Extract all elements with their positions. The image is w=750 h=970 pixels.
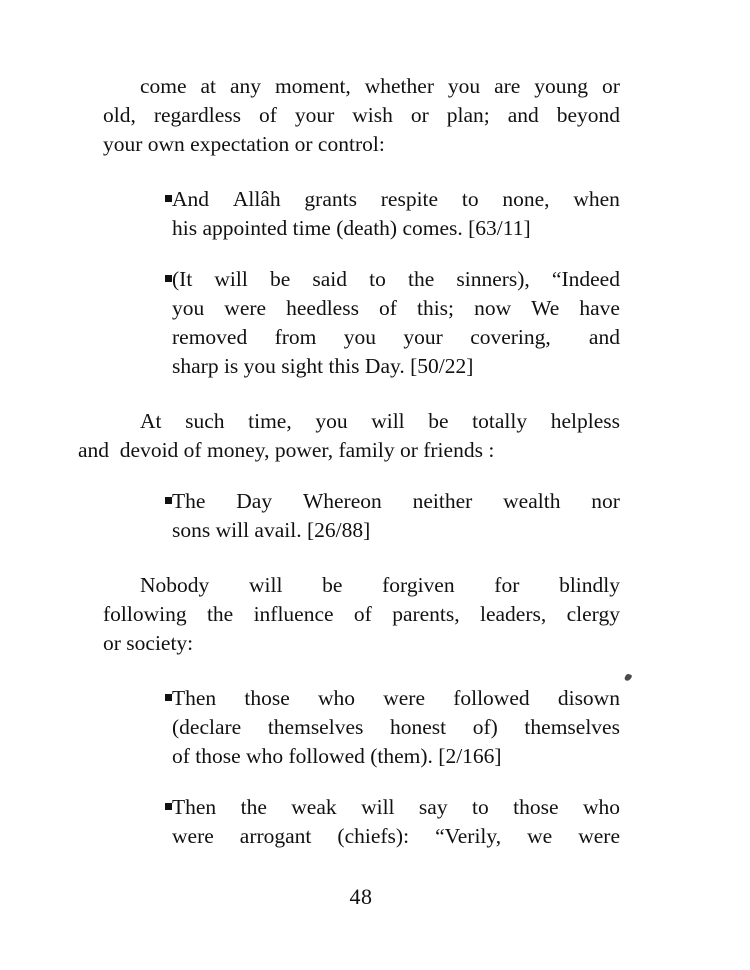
word: now [474, 296, 512, 320]
word: following [103, 602, 187, 626]
text-line [172, 294, 620, 323]
word: We [531, 296, 560, 320]
block-spacer [103, 465, 620, 487]
word: At [140, 409, 162, 433]
word: heedless [286, 296, 359, 320]
word: at [200, 74, 217, 98]
block-spacer [103, 545, 620, 571]
word: sinners), [456, 267, 530, 291]
block-spacer [103, 159, 620, 185]
word: when [573, 187, 620, 211]
word: respite [380, 187, 439, 211]
word: of [258, 103, 277, 127]
square-bullet-icon [165, 275, 172, 282]
text-line [78, 436, 620, 465]
word: plan; [446, 103, 490, 127]
word: Allâh [232, 187, 281, 211]
text-line [103, 600, 620, 629]
word: or society: [103, 631, 194, 655]
paragraph-nobody-will-be-forgiven [103, 571, 620, 658]
text-line [172, 352, 620, 381]
text-line [172, 793, 620, 822]
word: were [224, 296, 267, 320]
word: wish [352, 103, 393, 127]
word: and [507, 103, 539, 127]
word: regardless [153, 103, 241, 127]
word: the [206, 602, 234, 626]
word: Then [172, 795, 217, 819]
word: Nobody [140, 573, 210, 597]
text-line [103, 130, 620, 159]
block-spacer [103, 243, 620, 265]
word: his appointed time (death) comes. [63/11] [172, 216, 531, 240]
text-line [103, 571, 620, 600]
word: beyond [556, 103, 620, 127]
word: Whereon [302, 489, 382, 513]
text-line [103, 629, 620, 658]
word: to [369, 267, 386, 291]
word: none, [502, 187, 550, 211]
word: neither [412, 489, 473, 513]
text-line [172, 214, 620, 243]
quotation-26-88 [103, 487, 620, 545]
quotation-63-11 [103, 185, 620, 243]
text-line [172, 684, 620, 713]
word: covering, [470, 325, 551, 349]
word: or [410, 103, 429, 127]
text-line [103, 101, 620, 130]
word: themselves [267, 715, 364, 739]
word: we [527, 824, 553, 848]
word: you [343, 325, 377, 349]
word: your own expectation or control: [103, 132, 385, 156]
word: “Verily, [435, 824, 502, 848]
word: and devoid of money, power, family or friends : [78, 438, 495, 462]
word: whether [364, 74, 434, 98]
page-number: 48 [349, 884, 373, 909]
word: or [601, 74, 620, 98]
square-bullet-icon [165, 803, 172, 810]
word: say [418, 795, 448, 819]
word: said [312, 267, 348, 291]
word: arrogant [239, 824, 312, 848]
word: will [361, 795, 395, 819]
quotation-weak-will-say [103, 793, 620, 851]
text-line [172, 516, 620, 545]
word: Day [236, 489, 273, 513]
word: this; [416, 296, 455, 320]
text-line [172, 742, 620, 771]
word: the [240, 795, 267, 819]
text-line [172, 265, 620, 294]
text-line [172, 185, 620, 214]
word: you [172, 296, 205, 320]
square-bullet-icon [165, 694, 172, 701]
word: are [494, 74, 521, 98]
word: of [353, 602, 372, 626]
word: helpless [550, 409, 620, 433]
word: were [172, 824, 214, 848]
text-line [172, 822, 620, 851]
block-spacer [103, 658, 620, 684]
word: those [244, 686, 290, 710]
text-line [172, 713, 620, 742]
word: (declare [172, 715, 242, 739]
word: come [140, 74, 187, 98]
paragraph-come-at-any-moment [103, 72, 620, 159]
word: (chiefs): [337, 824, 410, 848]
scan-artifact-speck [623, 673, 632, 681]
block-spacer [103, 771, 620, 793]
word: you [315, 409, 348, 433]
word: of [379, 296, 397, 320]
word: be [322, 573, 343, 597]
word: young [534, 74, 589, 98]
square-bullet-icon [165, 195, 172, 202]
word: clergy [566, 602, 620, 626]
word: blindly [559, 573, 620, 597]
word: moment, [274, 74, 351, 98]
word: for [494, 573, 520, 597]
word: be [269, 267, 291, 291]
word: sons will avail. [26/88] [172, 518, 371, 542]
word: “Indeed [551, 267, 620, 291]
word: your [403, 325, 443, 349]
word: will [248, 573, 283, 597]
word: have [579, 296, 620, 320]
word: such [185, 409, 225, 433]
word: leaders, [480, 602, 547, 626]
word: forgiven [382, 573, 455, 597]
word: nor [591, 489, 620, 513]
word: who [582, 795, 620, 819]
word: grants [304, 187, 357, 211]
word: themselves [524, 715, 620, 739]
text-line [172, 323, 620, 352]
word: any [229, 74, 262, 98]
quotation-50-22 [103, 265, 620, 381]
text-line [103, 407, 620, 436]
word: Then [172, 686, 217, 710]
word: will [214, 267, 248, 291]
word: time, [248, 409, 292, 433]
word: be [428, 409, 449, 433]
quotation-2-166 [103, 684, 620, 771]
word: wealth [503, 489, 561, 513]
word: from [274, 325, 317, 349]
word: you [447, 74, 481, 98]
word: the [407, 267, 435, 291]
square-bullet-icon [165, 497, 172, 504]
word: to [472, 795, 489, 819]
text-line [103, 72, 620, 101]
block-spacer [103, 381, 620, 407]
word: and [578, 325, 620, 349]
word: parents, [392, 602, 460, 626]
word: disown [557, 686, 620, 710]
word: honest [389, 715, 447, 739]
word: who [317, 686, 356, 710]
word: totally [472, 409, 528, 433]
word: your [294, 103, 335, 127]
word: old, [103, 103, 136, 127]
word: The [172, 489, 206, 513]
word: And [172, 187, 210, 211]
word: sharp is you sight this Day. [50/22] [172, 354, 474, 378]
text-line [172, 487, 620, 516]
word: removed [172, 325, 248, 349]
word: weak [291, 795, 337, 819]
word: were [578, 824, 620, 848]
word: influence [253, 602, 334, 626]
word: will [371, 409, 405, 433]
word: followed [453, 686, 530, 710]
word: those [513, 795, 559, 819]
word: of) [472, 715, 498, 739]
text-column [78, 72, 620, 851]
word: to [461, 187, 479, 211]
word: were [383, 686, 425, 710]
paragraph-at-such-time [78, 407, 620, 465]
word: (It [172, 267, 193, 291]
word: of those who followed (them). [2/166] [172, 744, 502, 768]
